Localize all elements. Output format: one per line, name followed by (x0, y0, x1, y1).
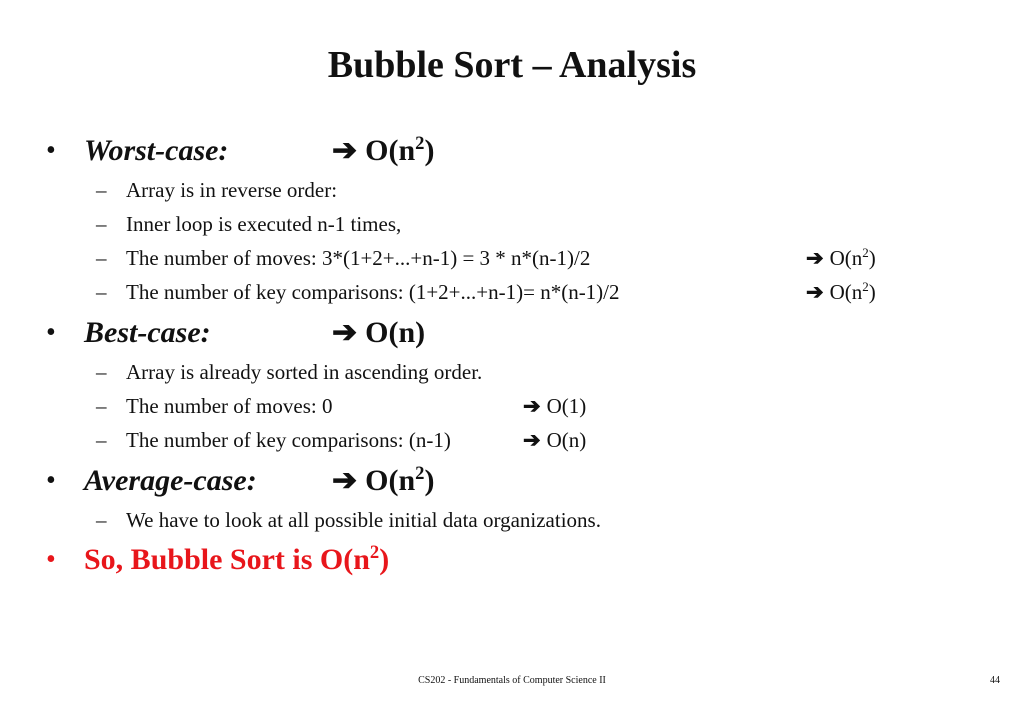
dash: – (96, 212, 107, 236)
best-case-label: Best-case: (84, 316, 211, 349)
bullet-conclusion (0, 540, 1024, 580)
average-case-label: Average-case: (84, 464, 257, 497)
bullet-dot: • (46, 317, 56, 348)
arrow-right-icon: ➔ (332, 464, 358, 497)
sub-item-text: Array is in reverse order: (126, 178, 338, 202)
average-case-result (332, 461, 434, 501)
arrow-right-icon: ➔ (806, 246, 824, 270)
arrow-right-icon: ➔ (806, 280, 824, 304)
dash: – (96, 428, 107, 452)
dash: – (96, 360, 107, 384)
sub-item-result: ➔ O(1) (523, 389, 586, 423)
sub-item-result: ➔ $O(n^2)$ (806, 241, 876, 275)
result-exponent: 2 (415, 133, 425, 154)
dash: – (96, 508, 107, 532)
worst-case-result (332, 131, 434, 171)
dash: – (96, 280, 107, 304)
sub-item (0, 503, 1024, 537)
footer-course: CS202 - Fundamentals of Computer Science II (418, 675, 606, 686)
page-number: 44 (990, 675, 1000, 686)
result-base: O(n) (365, 316, 426, 349)
sub-item-text: The number of moves: 0 (126, 394, 333, 418)
result-exponent: 2 (415, 463, 425, 484)
sub-item-text: The number of key comparisons: (n-1) (126, 428, 451, 452)
result-close: ) (424, 134, 435, 167)
dash: – (96, 246, 107, 270)
sub-item (0, 355, 1024, 389)
sub-item (0, 207, 1024, 241)
arrow-right-icon: ➔ (332, 134, 358, 167)
bullet-worst-case (0, 131, 1024, 171)
result-close: ) (424, 464, 435, 497)
arrow-right-icon: ➔ (523, 428, 541, 452)
bullet-dot: • (46, 465, 56, 496)
best-case-result (332, 313, 425, 353)
worst-case-label: Worst-case: (84, 134, 229, 167)
sub-item-text: We have to look at all possible initial data organizations. (126, 508, 601, 532)
sub-item (0, 241, 1024, 275)
bullet-best-case (0, 313, 1024, 353)
sub-item-result: ➔ O(n) (523, 423, 586, 457)
result-base: O(n (365, 134, 416, 167)
sub-item-text: Array is already sorted in ascending order. (126, 360, 483, 384)
sub-item (0, 173, 1024, 207)
conclusion-exponent: 2 (369, 542, 380, 563)
arrow-right-icon: ➔ (523, 394, 541, 418)
sub-item-text: Inner loop is executed n-1 times, (126, 212, 402, 236)
bullet-dot: • (46, 544, 56, 575)
arrow-right-icon: ➔ (332, 316, 358, 349)
sub-item-text: The number of moves: 3*(1+2+...+n-1) = 3 * n*(n-1)/2 (126, 246, 591, 270)
sub-item-result: ➔ $O(n^2)$ (806, 275, 876, 309)
bullet-dot: • (46, 135, 56, 166)
sub-item (0, 423, 1024, 457)
sub-item (0, 389, 1024, 423)
sub-item (0, 275, 1024, 309)
dash: – (96, 178, 107, 202)
result-base: O(n (365, 464, 416, 497)
bullet-average-case (0, 461, 1024, 501)
sub-item-text: The number of key comparisons: (1+2+...+n-1)= n*(n-1)/2 (126, 280, 620, 304)
conclusion-text: So, Bubble Sort is $O(n^2)$ (84, 542, 390, 576)
dash: – (96, 394, 107, 418)
slide-title: Bubble Sort – Analysis (327, 44, 697, 86)
